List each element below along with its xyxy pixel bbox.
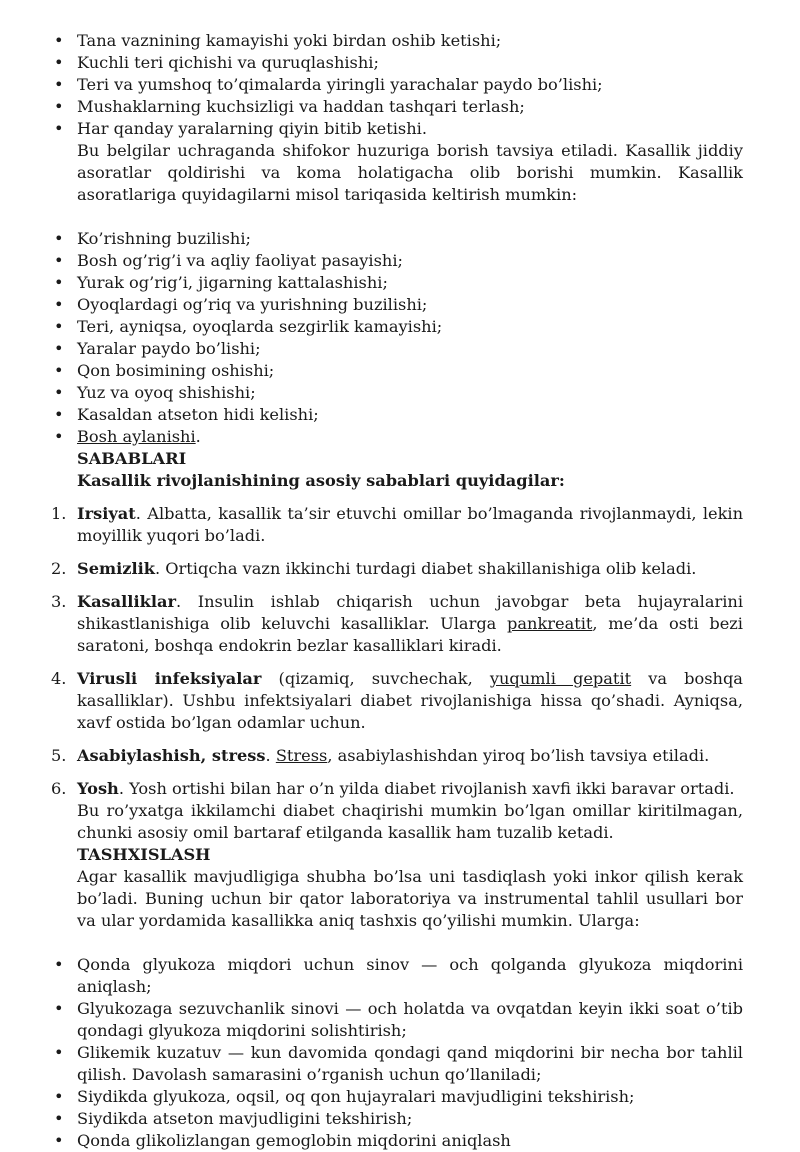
list-item: • Har qanday yaralarning qiyin bitib ketishi. xyxy=(77,118,743,140)
list-item: • Tana vaznining kamayishi yoki birdan oshib ketishi; xyxy=(77,30,743,52)
list-item: • Glikemik kuzatuv — kun davomida qondagi qand miqdorini bir necha bor tahlil qilish. Davolash samarasini o’rganish uchun qo’llaniladi; xyxy=(77,1042,743,1086)
cause-item-semizlik: 2. Semizlik. Ortiqcha vazn ikkinchi turdagi diabet shakillanishiga olib keladi. xyxy=(51,559,697,578)
link-stress[interactable]: Stress xyxy=(275,746,328,765)
list-number: 3. xyxy=(51,592,67,611)
list-item: • Siydikda atseton mavjudligini tekshirish; xyxy=(77,1108,743,1130)
cause-item-irsiyat: 1. Irsiyat. Albatta, kasallik ta’sir etuvchi omillar bo’lmaganda rivojlanmaydi, lekin moyillik yuqori bo’ladi. xyxy=(51,504,743,545)
list-item: • Teri, ayniqsa, oyoqlarda sezgirlik kamayishi; xyxy=(77,316,743,338)
list-item: • Yaralar paydo bo’lishi; xyxy=(77,338,743,360)
list-item: • Kasaldan atseton hidi kelishi; xyxy=(77,404,743,426)
list-item: • Qon bosimining oshishi; xyxy=(77,360,743,382)
section-heading-sabablari: SABABLARI xyxy=(77,449,187,468)
list-item: • Yuz va oyoq shishishi; xyxy=(77,382,743,404)
cause-item-stress: 5. Asabiylashish, stress. Stress, asabiylashishdan yiroq bo’lish tavsiya etiladi. xyxy=(51,746,710,765)
list-number: 2. xyxy=(51,559,67,578)
cause-item-yosh: 6. Yosh. Yosh ortishi bilan har o’n yilda diabet rivojlanish xavfi ikki baravar ortadi. xyxy=(51,779,735,798)
list-number: 6. xyxy=(51,779,67,798)
list-number: 5. xyxy=(51,746,67,765)
list-item: • Ko’rishning buzilishi; xyxy=(77,228,743,250)
link-yuqumli-gepatit[interactable]: yuqumli gepatit xyxy=(489,669,632,688)
list-item: • Qonda glikolizlangan gemoglobin miqdorini aniqlash xyxy=(77,1130,743,1152)
list-item: • Kuchli teri qichishi va quruqlashishi; xyxy=(77,52,743,74)
list-item: • Glyukozaga sezuvchanlik sinovi — och holatda va ovqatdan keyin ikki soat o’tib qondagi glyukoza miqdorini solishtirish; xyxy=(77,998,743,1042)
section-heading-tashxislash: TASHXISLASH xyxy=(77,845,211,864)
link-pankreatit[interactable]: pankreatit xyxy=(507,614,593,633)
paragraph-complications-intro: Bu belgilar uchraganda shifokor huzuriga borish tavsiya etiladi. Kasallik jiddiy asoratlar qoldirishi va koma holatigacha olib borishi mumkin. Kasallik asoratlariga quyidagilarni misol tariqasida keltirish mumkin: xyxy=(77,141,743,204)
causes-list xyxy=(51,503,743,800)
cause-item-kasalliklar: 3. Kasalliklar. Insulin ishlab chiqarish uchun javobgar beta hujayralarini shikastlanishiga olib keluvchi kasalliklar. Ularga pankreatit, me’da osti bezi saratoni, boshqa endokrin bezlar kasalliklari kiradi. xyxy=(51,592,743,655)
list-item: • Teri va yumshoq to’qimalarda yiringli yarachalar paydo bo’lishi; xyxy=(77,74,743,96)
paragraph-secondary-diabetes: Bu ro’yxatga ikkilamchi diabet chaqirishi mumkin bo’lgan omillar kiritilmagan, chunki asosiy omil bartaraf etilganda kasallik ham tuzalib ketadi. xyxy=(77,801,743,842)
paragraph-diagnosis-intro: Agar kasallik mavjudligiga shubha bo’lsa uni tasdiqlash yoki inkor qilish kerak bo’ladi. Buning uchun bir qator laboratoriya va instrumental tahlil usullari bor va ular yordamida kasallikka aniq tashxis qo’yilishi mumkin. Ularga: xyxy=(77,867,743,930)
section-subheading-sabablari: Kasallik rivojlanishining asosiy sabablari quyidagilar: xyxy=(77,471,565,490)
link-bosh-aylanishi[interactable]: Bosh aylanishi xyxy=(77,427,196,446)
symptoms-list xyxy=(77,30,743,140)
list-item: • Siydikda glyukoza, oqsil, oq qon hujayralari mavjudligini tekshirish; xyxy=(77,1086,743,1108)
list-number: 4. xyxy=(51,669,67,688)
list-item: • Oyoqlardagi og’riq va yurishning buzilishi; xyxy=(77,294,743,316)
list-item: • Mushaklarning kuchsizligi va haddan tashqari terlash; xyxy=(77,96,743,118)
list-item: • Bosh og’rig’i va aqliy faoliyat pasayishi; xyxy=(77,250,743,272)
list-number: 1. xyxy=(51,504,67,523)
list-item: • Yurak og’rig’i, jigarning kattalashishi; xyxy=(77,272,743,294)
list-item: • Bosh aylanishi. xyxy=(77,426,743,448)
list-item: • Qonda glyukoza miqdori uchun sinov — och qolganda glyukoza miqdorini aniqlash; xyxy=(77,954,743,998)
cause-item-virusli-infeksiyalar: 4. Virusli infeksiyalar (qizamiq, suvchechak, yuqumli gepatit va boshqa kasalliklar). Ushbu infektsiyalari diabet rivojlanishiga hissa qo’shadi. Ayniqsa, xavf ostida bo’lgan odamlar uchun. xyxy=(51,669,743,732)
diagnosis-list xyxy=(77,954,743,1152)
complications-list xyxy=(77,228,743,448)
